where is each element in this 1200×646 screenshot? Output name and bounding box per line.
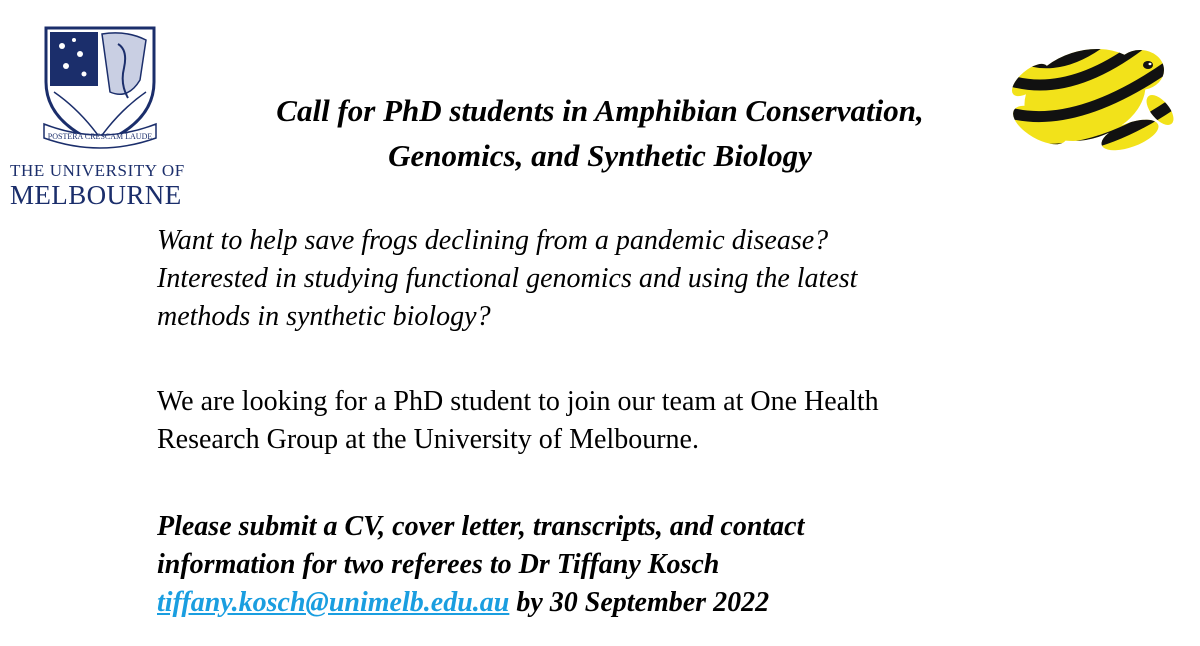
intro-line: methods in synthetic biology?: [157, 301, 491, 332]
position-paragraph: [157, 383, 1157, 459]
title-line: Genomics, and Synthetic Biology: [388, 138, 812, 173]
intro-paragraph: [157, 222, 1157, 336]
page-title: [170, 88, 1030, 178]
motto-text: POSTERA CRESCAM LAUDE: [47, 132, 153, 141]
university-crest-icon: [40, 20, 160, 158]
deadline-text: by 30 September 2022: [509, 587, 770, 618]
apply-line: Please submit a CV, cover letter, transcripts, and contact: [157, 511, 805, 542]
position-line: We are looking for a PhD student to join our team at One Health: [157, 386, 879, 417]
intro-line: Want to help save frogs declining from a pandemic disease?: [157, 225, 829, 256]
university-name-line1: THE UNIVERSITY OF: [10, 161, 185, 180]
university-name-line2: MELBOURNE: [10, 180, 182, 210]
university-logo: [10, 20, 185, 210]
contact-line: [157, 584, 1157, 622]
apply-line: information for two referees to Dr Tiffany Kosch: [157, 549, 720, 580]
email-link[interactable]: tiffany.kosch@unimelb.edu.au: [157, 587, 510, 618]
position-line: Research Group at the University of Melbourne.: [157, 424, 699, 455]
intro-line: Interested in studying functional genomics and using the latest: [157, 263, 858, 294]
title-line: Call for PhD students in Amphibian Conservation,: [276, 93, 924, 128]
application-paragraph: [157, 508, 1157, 622]
